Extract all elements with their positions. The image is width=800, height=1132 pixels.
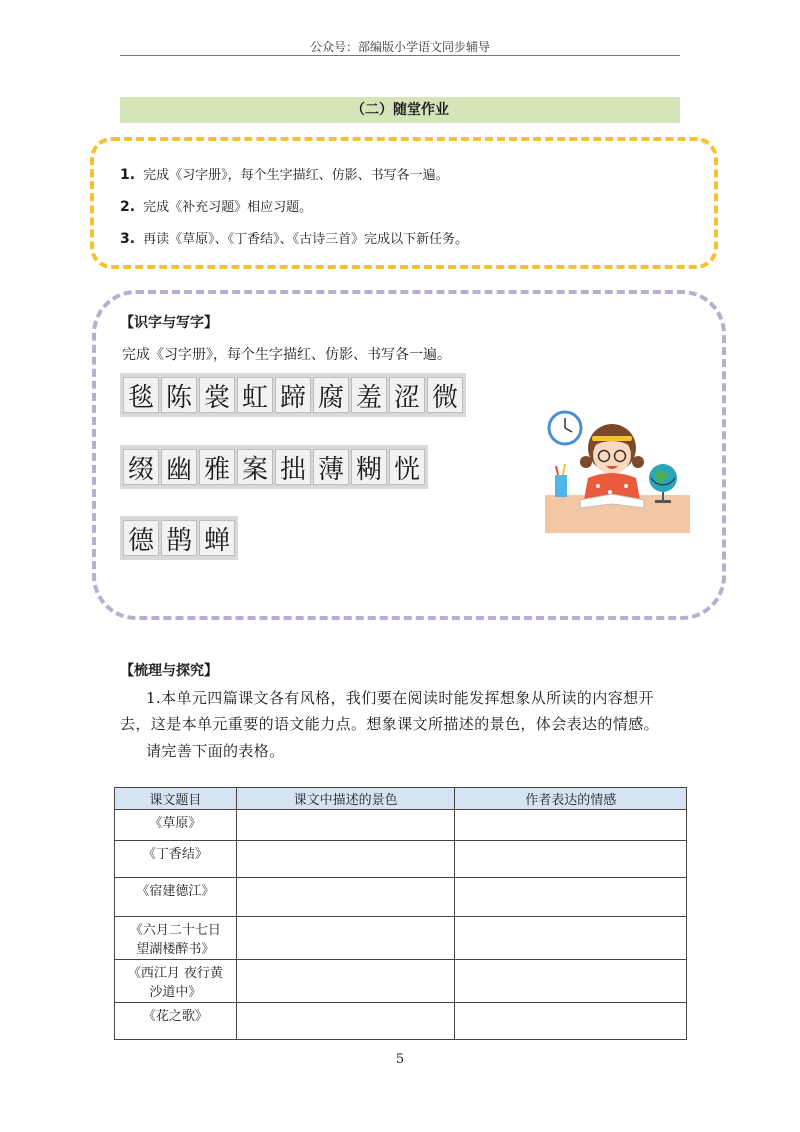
title-line: 沙道中》 [149,985,202,1000]
char-cell: 雅 [199,449,235,485]
char-cell: 拙 [275,449,311,485]
char-cell: 蝉 [199,520,235,556]
char-cell: 案 [237,449,273,485]
task-item [120,164,449,183]
char-cell: 虹 [237,377,273,413]
title-cell [115,917,237,960]
girl-figure [580,424,644,500]
char-cell: 裳 [199,377,235,413]
scenery-cell[interactable] [236,810,455,841]
title-cell [115,878,237,917]
char-row-3 [120,516,238,560]
task-item [120,228,468,247]
explore-instruction: 请完善下面的表格。 [146,742,285,760]
char-cell: 薄 [313,449,349,485]
scenery-cell[interactable] [236,917,455,960]
task-item [120,196,312,215]
explore-paragraph-line: 去，这是本单元重要的语文能力点。想象课文所描述的景色，体会表达的情感。 [120,715,660,733]
emotion-cell[interactable] [455,810,687,841]
clock-icon [549,412,581,444]
column-header: 课文中描述的景色 [236,788,455,810]
table-row [115,878,687,917]
table-row [115,841,687,878]
section-title: （二）随堂作业 [120,97,680,123]
scenery-cell[interactable] [236,960,455,1003]
char-cell: 德 [123,520,159,556]
title-cell [115,1003,237,1040]
task-number: 2. [120,199,136,215]
char-cell: 羞 [351,377,387,413]
char-cell: 糊 [351,449,387,485]
task-number: 3. [120,231,136,247]
task-text: 再读《草原》、《丁香结》、《古诗三首》完成以下新任务。 [143,232,469,247]
literacy-instruction: 完成《习字册》，每个生字描红、仿影、书写各一遍。 [122,347,451,363]
title-line: 《西江月 夜行黄 [127,966,223,981]
page-number: 5 [395,1052,405,1067]
char-cell: 毯 [123,377,159,413]
title-cell [115,960,237,1003]
table-row [115,917,687,960]
girl-reading-illustration [540,400,690,535]
title-line: 《六月二十七日 [129,923,221,938]
title-line: 《草原》 [149,816,202,831]
char-cell: 陈 [161,377,197,413]
emotion-cell[interactable] [455,960,687,1003]
table-row [115,1003,687,1040]
char-row-2 [120,445,428,489]
scenery-cell[interactable] [236,841,455,878]
title-line: 《丁香结》 [142,847,208,862]
title-line: 《花之歌》 [142,1009,208,1024]
header-title: 公众号：部编版小学语文同步辅导 [309,40,490,54]
task-number: 1. [120,167,136,183]
char-cell: 幽 [161,449,197,485]
char-cell: 鹊 [161,520,197,556]
explore-paragraph-line: 1.本单元四篇课文各有风格，我们要在阅读时能发挥想象从所读的内容想开 [146,689,654,707]
table-row [115,960,687,1003]
explore-title: 【梳理与探究】 [120,663,218,679]
char-cell: 蹄 [275,377,311,413]
literacy-title: 【识字与写字】 [120,315,218,331]
char-cell: 涩 [389,377,425,413]
emotion-cell[interactable] [455,1003,687,1040]
task-text: 完成《补充习题》相应习题。 [143,200,313,215]
title-line: 望湖楼醉书》 [136,942,215,957]
title-cell [115,810,237,841]
column-header: 课文题目 [115,788,237,810]
task-text: 完成《习字册》，每个生字描红、仿影、书写各一遍。 [143,168,449,183]
title-line: 《宿建德江》 [136,884,215,899]
title-cell [115,841,237,878]
pencil-cup-icon [555,475,567,497]
emotion-cell[interactable] [455,878,687,917]
char-cell: 微 [427,377,463,413]
table-row [115,810,687,841]
char-row-1 [120,373,466,417]
char-cell: 恍 [389,449,425,485]
emotion-cell[interactable] [455,917,687,960]
text-scenery-table [114,787,687,1040]
char-cell: 缀 [123,449,159,485]
scenery-cell[interactable] [236,878,455,917]
emotion-cell[interactable] [455,841,687,878]
header-rule [120,55,680,56]
char-cell: 腐 [313,377,349,413]
scenery-cell[interactable] [236,1003,455,1040]
table-header-row [115,788,687,810]
column-header: 作者表达的情感 [455,788,687,810]
